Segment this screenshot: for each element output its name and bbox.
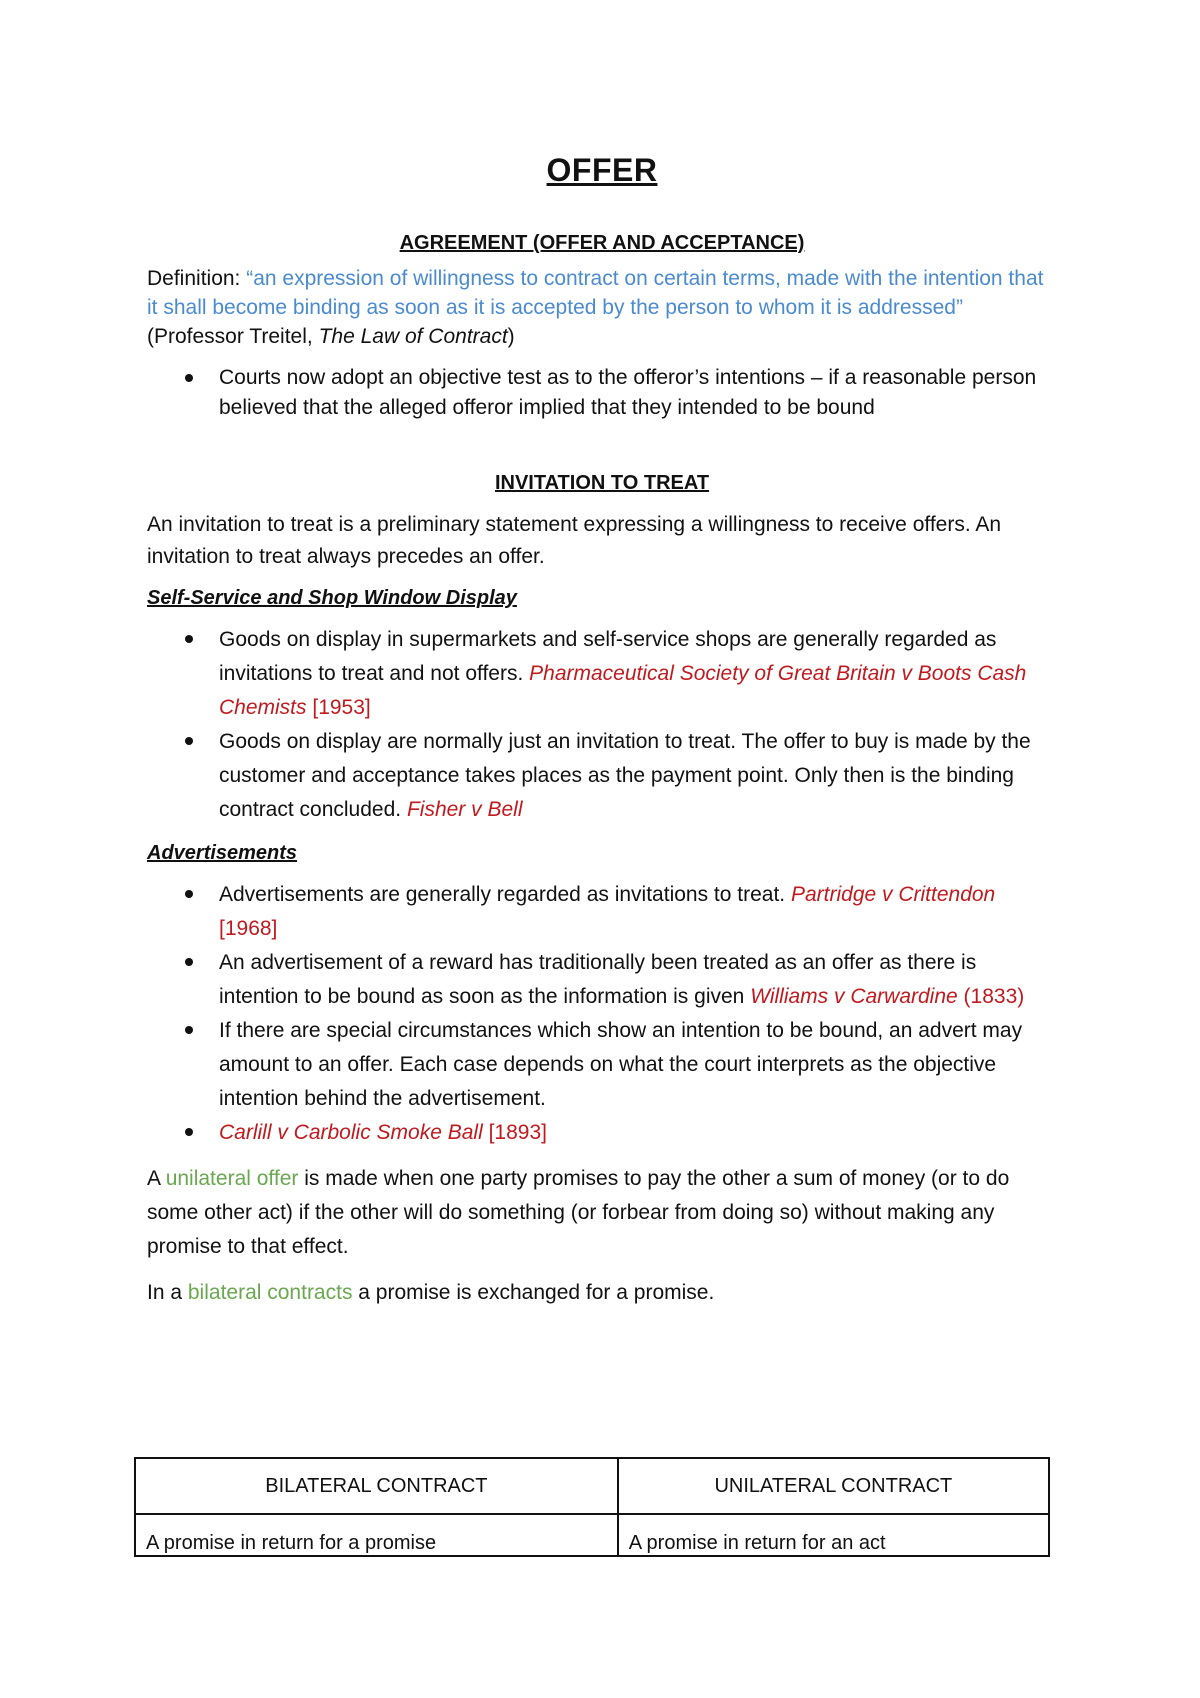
ads-b2-text: An advertisement of a reward has traditionally been treated as an offer as there is intention to be bound as soon as the information is given <box>219 951 977 1008</box>
page-content <box>147 150 1057 1310</box>
bilateral-term: bilateral contracts <box>187 1281 353 1304</box>
list-item <box>147 878 1057 946</box>
unilateral-pre: A <box>147 1167 166 1190</box>
table-cell-bilateral: A promise in return for a promise <box>135 1514 618 1556</box>
page-title: OFFER <box>546 152 658 188</box>
unilateral-post: is made when one party promises to pay the other a sum of money (or to do some other act) if the other will do something (or forbear from doing so) without making any promise to that effect. <box>147 1167 1010 1258</box>
invitation-intro: An invitation to treat is a preliminary statement expressing a willingness to receive offers. An invitation to treat always precedes an offer. <box>147 513 1002 568</box>
case-year: [1968] <box>219 917 278 940</box>
self-service-subheading: Self-Service and Shop Window Display <box>147 587 517 609</box>
table-cell-unilateral: A promise in return for an act <box>618 1514 1049 1556</box>
case-citation: Partridge v Crittendon <box>790 883 996 906</box>
definition-quote: “an expression of willingness to contract on certain terms, made with the intention that it shall become binding as soon as it is accepted by the person to whom it is addressed” <box>147 267 1044 319</box>
unilateral-paragraph <box>147 1162 1057 1264</box>
list-item <box>147 1116 1057 1150</box>
case-citation: Pharmaceutical Society of Great Britain v Boots Cash Chemists <box>219 662 1027 719</box>
table-header-row <box>135 1458 1049 1514</box>
advertisements-bullets <box>147 878 1057 1150</box>
bullet-icon <box>185 958 193 966</box>
bullet-icon <box>185 1128 193 1136</box>
agreement-bullet-text: Courts now adopt an objective test as to the offeror’s intentions – if a reasonable person believed that the alleged offeror implied that they intended to be bound <box>219 366 1037 419</box>
bullet-icon <box>185 635 193 643</box>
definition-source-book: The Law of Contract <box>318 325 508 348</box>
case-year: (1833) <box>957 985 1025 1008</box>
bilateral-post: a promise is exchanged for a promise. <box>352 1281 715 1304</box>
self-service-b1-text: Goods on display in supermarkets and self-service shops are generally regarded as invitations to treat and not offers. <box>219 628 997 685</box>
invitation-heading: INVITATION TO TREAT <box>494 472 710 494</box>
table-header-unilateral: UNILATERAL CONTRACT <box>618 1458 1049 1514</box>
advertisements-subheading: Advertisements <box>147 842 298 864</box>
table-row <box>135 1514 1049 1556</box>
agreement-bullets <box>147 363 1057 422</box>
list-item <box>147 1014 1057 1116</box>
unilateral-term: unilateral offer <box>165 1167 299 1190</box>
ads-b1-text: Advertisements are generally regarded as invitations to treat. <box>219 883 791 906</box>
case-citation: Williams v Carwardine <box>750 985 958 1008</box>
self-service-bullets <box>147 623 1057 827</box>
case-year: [1893] <box>482 1121 547 1144</box>
table-header-bilateral: BILATERAL CONTRACT <box>135 1458 618 1514</box>
definition-source-post: ) <box>507 325 515 348</box>
bilateral-pre: In a <box>147 1281 188 1304</box>
list-item <box>147 725 1057 827</box>
list-item <box>147 363 1057 422</box>
bullet-icon <box>185 737 193 745</box>
definition-paragraph <box>147 264 1057 351</box>
agreement-heading: AGREEMENT (OFFER AND ACCEPTANCE) <box>399 232 805 254</box>
case-citation: Carlill v Carbolic Smoke Ball <box>219 1121 483 1144</box>
comparison-table <box>134 1457 1050 1557</box>
list-item <box>147 946 1057 1014</box>
bullet-icon <box>185 374 193 382</box>
list-item <box>147 623 1057 725</box>
definition-source-pre: (Professor Treitel, <box>147 325 319 348</box>
self-service-b2-text: Goods on display are normally just an invitation to treat. The offer to buy is made by the customer and acceptance takes places as the payment point. Only then is the binding contract concluded. <box>219 730 1031 821</box>
case-citation: Fisher v Bell <box>406 798 523 821</box>
definition-label: Definition: <box>147 267 247 290</box>
ads-b3-text: If there are special circumstances which show an intention to be bound, an advert may amount to an offer. Each case depends on what the court interprets as the objective intention behind the advertisement. <box>219 1019 1023 1110</box>
bilateral-paragraph <box>147 1276 1057 1310</box>
bullet-icon <box>185 1026 193 1034</box>
bullet-icon <box>185 890 193 898</box>
case-year: [1953] <box>306 696 371 719</box>
